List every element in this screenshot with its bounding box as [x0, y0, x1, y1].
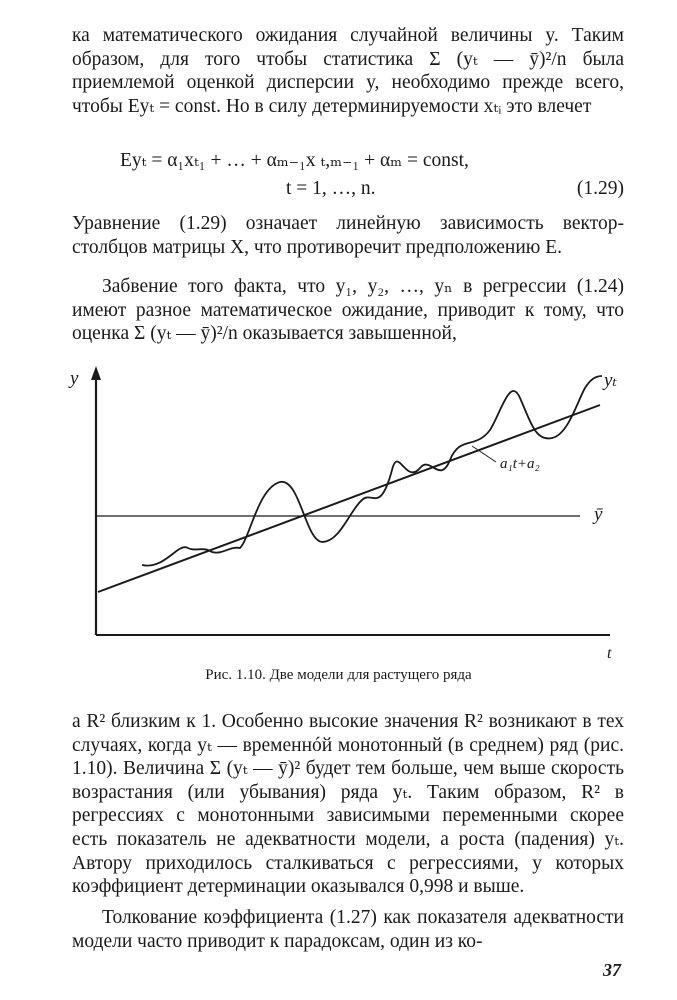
y-axis-arrow-icon — [91, 366, 101, 380]
mean-label: ȳ — [594, 504, 603, 525]
page-number: 37 — [603, 960, 621, 980]
formula-line-1: Eyₜ = α₁xₜ₁ + … + αₘ₋₁x ₜ,ₘ₋₁ + αₘ = const, — [120, 150, 469, 171]
y-axis-label: y — [70, 368, 79, 389]
trend-line — [98, 405, 600, 592]
figure-1-10 — [0, 360, 677, 660]
x-axis-label: t — [607, 645, 612, 660]
formula-1-29 — [72, 148, 624, 204]
paragraph-text-top: ка математического ожидания случайной величины y. Таким образом, для того чтобы статистика Σ (yₜ — ȳ)²/n была приемлемой оценкой дисперсии y, необходимо прежде всего, чтобы Eyₜ = const. Но в силу детерминируемости xₜᵢ это влечет — [72, 25, 624, 117]
paragraph-paradox — [72, 906, 624, 953]
paragraph-top — [72, 24, 624, 118]
figure-caption: Рис. 1.10. Две модели для растущего ряда — [205, 667, 472, 683]
paragraph-text-mid-2: Забвение того факта, что y₁, y₂, …, yₙ в регрессии (1.24) имеют разное математическое ожидание, приводит к тому, что оценка Σ (yₜ — ȳ)²/n оказывается завышенной, — [72, 276, 624, 345]
trend-line-label: a₁t+a₂ — [500, 456, 540, 472]
paragraph-equation-meaning — [72, 212, 624, 259]
formula-number: (1.29) — [576, 178, 624, 199]
paragraph-overestimate — [72, 275, 624, 346]
paragraph-text-mid-1: Уравнение (1.29) означает линейную зависимость вектор-столбцов матрицы X, что противоречит предположению E. — [72, 213, 624, 258]
formula-line-2: t = 1, …, n. — [286, 178, 376, 199]
paragraph-text-bottom-1: а R² близким к 1. Особенно высокие значения R² возникают в тех случаях, когда yₜ — временнóй монотонный (в среднем) ряд (рис. 1.10). Величина Σ (yₜ — ȳ)² будет тем больше, чем выше скорость возрастания (или убывания) ряда yₜ. Таким образом, R² в регрессиях с монотонными зависимыми переменными скорее есть показатель не адекватности модели, а роста (падения) yₜ. Автору приходилось сталкиваться с регрессиями, у которых коэффициент детерминации оказывался 0,998 и выше. — [72, 711, 624, 898]
paragraph-text-bottom-2: Толкование коэффициента (1.27) как показателя адекватности модели часто приводит к парадоксам, один из ко- — [72, 907, 624, 952]
paragraph-r-squared — [72, 710, 624, 899]
series-curve-label: yₜ — [604, 370, 618, 391]
